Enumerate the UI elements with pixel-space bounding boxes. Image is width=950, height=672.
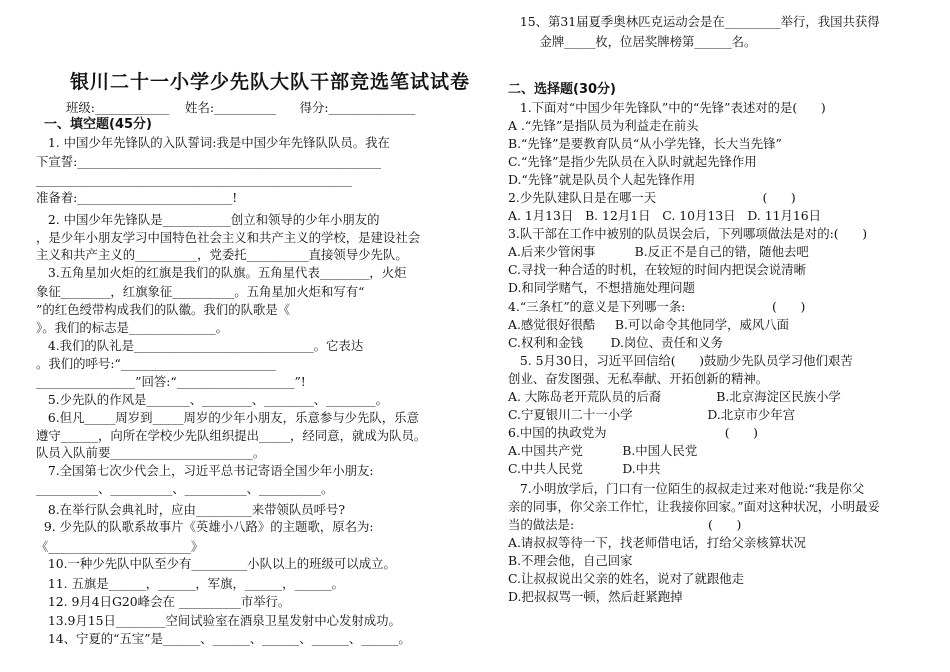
right-line-29: C.让叔叔说出父亲的姓名，说对了就跟他走 — [508, 571, 745, 586]
left-line-7: 主义和共产主义的__________，党委托__________直接领导少先队。 — [36, 247, 408, 262]
left-line-24: 10.一种少先队中队至少有_________小队以上的班级可以成立。 — [36, 556, 396, 571]
right-line-11: A.后来少管闲事 B.反正不是自己的错，随他去吧 — [508, 244, 809, 259]
left-line-27: 13.9月15日________空间试验室在酒泉卫星发射中心发射成功。 — [36, 613, 401, 628]
right-line-23: C.中共人民党 D.中共 — [508, 461, 661, 476]
left-line-21: 8.在举行队会典礼时，应由_________来带领队员呼号? — [36, 502, 346, 517]
right-line-26: 当的做法是: ( ) — [508, 517, 742, 532]
left-line-9: 象征________，红旗象征__________。五角星加火炬和写有“ — [36, 284, 365, 299]
right-line-7: D.“先锋”就是队员个人起先锋作用 — [508, 172, 696, 187]
right-line-25: 亲的同事，你父亲工作忙，让我接你回家。”面对这种状况，小明最妥 — [508, 499, 880, 514]
left-line-22: 9. 少先队的队歌系故事片《英雄小八路》的主题歌，原名为: — [36, 519, 374, 534]
left-line-2: 下宣誓:_________________________________________________ — [36, 154, 381, 169]
exam-title: 银川二十一小学少先队大队干部竞选笔试试卷 — [70, 71, 471, 93]
student-info-line[interactable]: 班级:____________ 姓名:__________ 得分:______________ — [66, 100, 416, 115]
right-line-2: 金牌_____枚，位居奖牌榜第______名。 — [508, 34, 757, 49]
left-line-25: 11. 五旗是______，______，军旗，______，______。 — [36, 576, 345, 591]
left-line-18: 队员入队前要_______________________。 — [36, 445, 266, 460]
left-line-20: __________、__________、__________、__________。 — [36, 481, 334, 496]
left-line-17: 遵守______，向所在学校少先队组织提出_____，经同意，就成为队员。 — [36, 428, 427, 443]
right-line-5: B.“先锋”是要教育队员“从小学先锋，长大当先锋” — [508, 136, 782, 151]
left-line-10: ”的红色绶带构成我们的队徽。我们的队歌是《 — [36, 302, 291, 317]
left-line-5: 2. 中国少年先锋队是___________创立和领导的少年小朋友的 — [36, 212, 380, 227]
right-line-13: D.和同学赌气，不想措施处理问题 — [508, 280, 695, 295]
section-fill-blank-heading: 一、填空题(45分) — [44, 117, 152, 132]
left-line-15: 5.少先队的作风是_______、________、________、________。 — [36, 392, 388, 407]
right-line-24: 7.小明放学后，门口有一位陌生的叔叔走过来对他说:“我是你父 — [508, 481, 865, 496]
right-line-4: A .“先锋”是指队员为利益走在前头 — [508, 118, 699, 133]
right-line-15: A.感觉很好很酷 B.可以命令其他同学，威风八面 — [508, 317, 790, 332]
right-line-8: 2.少先队建队日是在哪一天 ( ) — [508, 190, 796, 205]
left-line-26: 12. 9月4日G20峰会在 __________市举行。 — [36, 594, 291, 609]
left-line-6: ，是少年小朋友学习中国特色社会主义和共产主义的学校，是建设社会 — [36, 230, 421, 245]
left-line-12: 4.我们的队礼是_____________________________。它表达 — [36, 338, 364, 353]
left-line-3: ___________________________________________________ — [36, 172, 352, 187]
left-line-1: 1. 中国少年先锋队的入队誓词:我是中国少年先锋队队员。我在 — [36, 135, 390, 150]
right-line-20: C.宁夏银川二十一小学 D.北京市少年宫 — [508, 407, 796, 422]
left-line-19: 7.全国第七次少代会上，习近平总书记寄语全国少年小朋友: — [36, 463, 374, 478]
right-line-1: 15、第31届夏季奥林匹克运动会是在_________举行，我国共获得 — [508, 14, 880, 29]
left-line-16: 6.但凡_____周岁到_____周岁的少年小朋友，乐意参与少先队，乐意 — [36, 410, 419, 425]
right-line-22: A.中国共产党 B.中国人民党 — [508, 443, 698, 458]
right-line-16: C.权利和金钱 D.岗位、责任和义务 — [508, 335, 724, 350]
right-line-6: C.“先锋”是指少先队员在入队时就起先锋作用 — [508, 154, 757, 169]
right-line-17: 5. 5月30日，习近平回信给( )鼓励少先队员学习他们艰苦 — [508, 353, 853, 368]
right-line-30: D.把叔叔骂一顿，然后赶紧跑掉 — [508, 589, 683, 604]
right-line-14: 4.“三条杠”的意义是下列哪一条: ( ) — [508, 299, 806, 314]
right-line-9: A. 1月13日 B. 12月1日 C. 10月13日 D. 11月16日 — [508, 208, 822, 223]
right-line-3: 1.下面对“中国少年先锋队”中的“先锋”表述对的是( ) — [508, 100, 826, 115]
right-line-12: C.寻找一种合适的时机，在较短的时间内把误会说清晰 — [508, 262, 806, 277]
left-line-4: 准备着:_________________________! — [36, 190, 238, 205]
section-choice-heading: 二、选择题(30分) — [508, 82, 616, 97]
right-line-28: B.不理会他，自己回家 — [508, 553, 633, 568]
left-line-23: 《_______________________》 — [36, 539, 204, 554]
right-line-19: A. 大陈岛老开荒队员的后裔 B.北京海淀区民族小学 — [508, 389, 841, 404]
right-line-21: 6.中国的执政党为 ( ) — [508, 425, 759, 440]
right-line-27: A.请叔叔等待一下，找老师借电话，打给父亲核算状况 — [508, 535, 806, 550]
left-line-8: 3.五角星加火炬的红旗是我们的队旗。五角星代表________，火炬 — [36, 265, 407, 280]
left-line-28: 14、宁夏的“五宝”是______、______、______、______、______。 — [36, 631, 411, 646]
left-line-13: 。我们的呼号:“_________________________ — [36, 356, 276, 371]
left-line-14: ________________”回答:“___________________”! — [36, 374, 306, 389]
right-line-10: 3.队干部在工作中被别的队员误会后，下列哪项做法是对的:( ) — [508, 226, 868, 241]
left-line-11: 》。我们的标志是______________。 — [36, 320, 229, 335]
right-line-18: 创业、奋发图强、无私奉献、开拓创新的精神。 — [508, 371, 769, 386]
